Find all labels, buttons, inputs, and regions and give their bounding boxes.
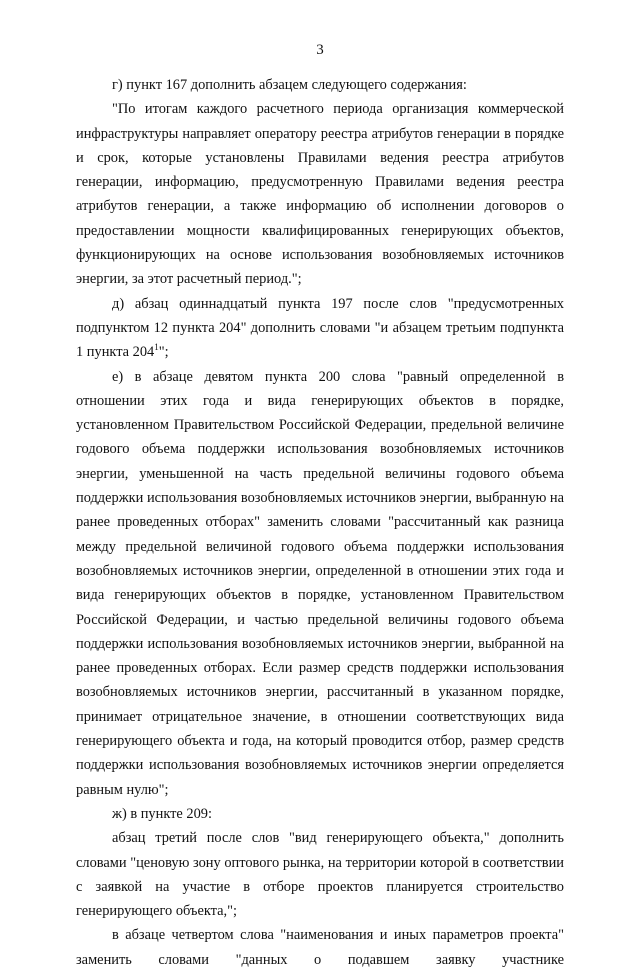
paragraph-item-d (76, 292, 564, 365)
paragraph-quote-167: "По итогам каждого расчетного периода организация коммерческой инфраструктуры направляет оператору реестра атрибутов генерации в порядке и срок, которые установлены Правилами ведения реестра атрибутов генерации, информацию, предусмотренную Правилами ведения реестра атрибутов генерации, а также информацию об исполнении договоров о предоставлении мощности квалифицированных генерирующих объектов, функционирующих на основе использования возобновляемых источников энергии, за этот расчетный период."; (76, 101, 564, 288)
paragraph-item-e: е) в абзаце девятом пункта 200 слова "равный определенной в отношении этих года и вида генерирующих объектов в порядке, установленном Правительством Российской Федерации, предельной величине годового объема поддержки использования возобновляемых источников энергии, уменьшенной на часть предельной величины годового объема поддержки использования возобновляемых источников энергии, выбранную на ранее проведенных отборах" заменить словами "рассчитанный как разница между предельной величиной годового объема поддержки использования возобновляемых источников энергии, определенной в отношении этих года и вида генерирующих объектов в порядке, установленном Правительством Российской Федерации, и частью предельной величины годового объема поддержки использования возобновляемых источников энергии, выбранной на ранее проведенных отборах. Если размер средств поддержки использования возобновляемых источников энергии, рассчитанный в указанном порядке, принимает отрицательное значение, в отношении соответствующих вида генерирующего объекта и года, на который проводится отбор, размер средств поддержки использования возобновляемых источников энергии определяется равным нулю"; (76, 368, 565, 798)
paragraph-item-d-end: "; (158, 344, 169, 361)
document-body (76, 73, 564, 972)
paragraph-abzac-fourth: в абзаце четвертом слова "наименования и иных параметров проекта" заменить словами "данных о подавшем заявку участнике (76, 927, 564, 968)
superscript-one: 1 (154, 342, 159, 353)
paragraph-item-g: г) пункт 167 дополнить абзацем следующего содержания: (112, 77, 467, 93)
paragraph-item-d-text: д) абзац одиннадцатый пункта 197 после слов "предусмотренных подпунктом 12 пункта 204" дополнить словами "и абзацем третьим подпункта 1 пункта 204 (76, 295, 564, 361)
paragraph-abzac-third: абзац третий после слов "вид генерирующего объекта," дополнить словами "ценовую зону оптового рынка, на территории которой в соответствии с заявкой на участие в отборе проектов планируется строительство генерирующего объекта,"; (76, 830, 564, 920)
page-number: 3 (316, 42, 324, 58)
paragraph-item-zh: ж) в пункте 209: (112, 805, 212, 822)
